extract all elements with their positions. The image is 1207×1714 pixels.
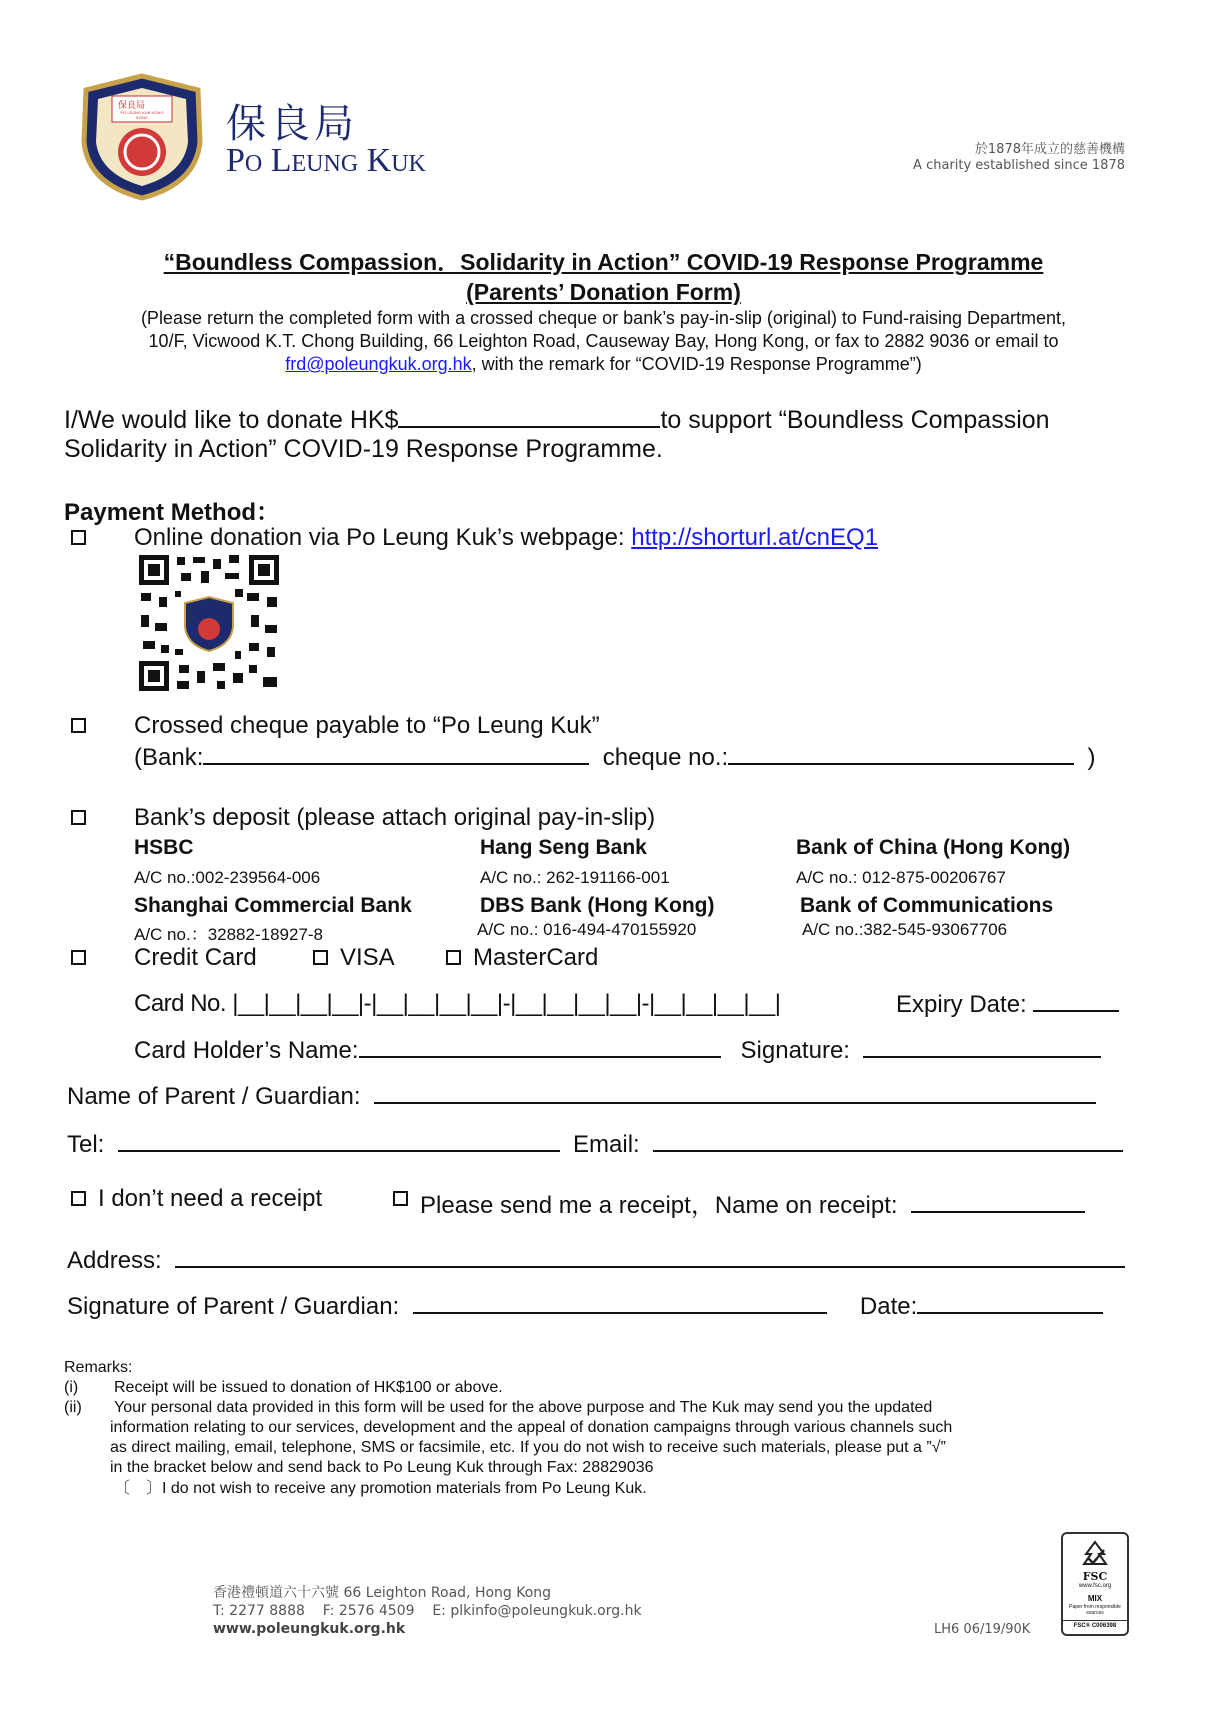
bank-name-hsbc: HSBC	[134, 836, 194, 859]
date-field[interactable]	[917, 1292, 1103, 1314]
qr-code	[137, 553, 281, 693]
instructions-remark: , with the remark for “COVID-19 Response Programme”)	[471, 354, 922, 374]
instructions-line-3	[40, 354, 1167, 375]
parent-signature-row	[67, 1292, 1103, 1321]
card-holder-label: Card Holder’s Name:	[134, 1037, 359, 1064]
mastercard-checkbox[interactable]	[446, 950, 461, 965]
bank-ac-communications: A/C no.:382-545-93067706	[802, 920, 1008, 939]
fsc-code: FSC® C006398	[1063, 1620, 1127, 1629]
email-field[interactable]	[653, 1130, 1123, 1152]
cheque-close: )	[1087, 744, 1096, 771]
form-subtitle: (Parents’ Donation Form)	[466, 279, 741, 305]
org-name-chinese: 保良局	[226, 101, 358, 147]
deposit-label: Bank’s deposit (please attach original pay-in-slip)	[134, 804, 656, 831]
tel-label: Tel:	[67, 1131, 105, 1158]
address-row	[67, 1246, 1125, 1275]
footer-contact: T: 2277 8888 F: 2576 4509 E: plkinfo@poleungkuk.org.hk	[213, 1603, 642, 1619]
donate-pre: I/We would like to donate HK$	[64, 406, 399, 434]
cheque-bank-field[interactable]	[203, 743, 589, 765]
address-label: Address:	[67, 1247, 162, 1274]
bank-name-communications: Bank of Communications	[800, 894, 1054, 917]
cheque-checkbox[interactable]	[71, 718, 86, 733]
remark-ii-line-4: in the bracket below and send back to Po Leung Kuk through Fax: 28829036	[110, 1459, 654, 1476]
bank-name-shanghai-commercial: Shanghai Commercial Bank	[134, 894, 412, 917]
tree-checkmark-icon	[1078, 1540, 1112, 1570]
instructions-line-2: 10/F, Vicwood K.T. Chong Building, 66 Leighton Road, Causeway Bay, Hong Kong, or fax to 2882 9036 or email to	[148, 331, 1059, 351]
send-receipt-checkbox[interactable]	[393, 1191, 408, 1206]
credit-card-checkbox[interactable]	[71, 950, 86, 965]
remark-ii-line-2: information relating to our services, development and the appeal of donation campaigns through various channels such	[110, 1419, 953, 1436]
donate-line-2: Solidarity in Action” COVID-19 Response Programme.	[64, 435, 663, 463]
tagline-chinese: 於1878年成立的慈善機構	[974, 142, 1125, 157]
online-donation-row	[134, 524, 878, 552]
footer-website[interactable]: www.poleungkuk.org.hk	[213, 1621, 406, 1637]
credit-card-label: Credit Card	[134, 944, 257, 971]
fsc-mix: MIX	[1087, 1594, 1103, 1603]
cheque-no-label: cheque no.:	[602, 744, 729, 771]
bank-name-hang-seng: Hang Seng Bank	[480, 836, 647, 859]
donate-line-1	[64, 406, 1154, 435]
card-holder-field[interactable]	[359, 1036, 721, 1058]
expiry-field[interactable]	[1033, 990, 1119, 1012]
form-title: “Boundless Compassion．Solidarity in Action” COVID-19 Response Programme	[163, 249, 1044, 275]
fsc-logo	[1061, 1532, 1129, 1636]
payment-method-heading: Payment Method：	[64, 499, 281, 526]
card-number-field[interactable]: Card No. |__|__|__|__|-|__|__|__|__|-|__|__|__|__|-|__|__|__|__|	[134, 990, 781, 1017]
cheque-no-field[interactable]	[728, 743, 1074, 765]
no-receipt-checkbox[interactable]	[71, 1191, 86, 1206]
fsc-label: FSC	[1082, 1570, 1108, 1583]
form-code: LH6 06/19/90K	[934, 1622, 1031, 1637]
cheque-details-row	[134, 743, 1096, 772]
tagline-english: A charity established since 1878	[913, 158, 1125, 173]
date-label: Date:	[859, 1293, 918, 1320]
bank-name-boc: Bank of China (Hong Kong)	[796, 836, 1071, 859]
remark-i-num: (i)	[64, 1379, 79, 1396]
badge-text-sub: PO LEUNG KUK HONG KONG	[120, 110, 164, 120]
cheque-label: Crossed cheque payable to “Po Leung Kuk”	[134, 712, 600, 739]
send-receipt-row	[420, 1185, 1085, 1220]
parent-signature-label: Signature of Parent / Guardian:	[67, 1293, 400, 1320]
address-field[interactable]	[175, 1246, 1125, 1268]
parent-name-label: Name of Parent / Guardian:	[67, 1083, 361, 1110]
bank-ac-hsbc: A/C no.:002-239564-006	[134, 868, 321, 887]
bank-ac-boc: A/C no.: 012-875-00206767	[796, 868, 1006, 887]
donate-post: to support “Boundless Compassion	[660, 406, 1050, 434]
card-signature-field[interactable]	[863, 1036, 1101, 1058]
remark-i-text: Receipt will be issued to donation of HK$100 or above.	[114, 1379, 503, 1396]
email-link[interactable]: frd@poleungkuk.org.hk	[285, 354, 472, 374]
expiry-row	[896, 990, 1119, 1019]
remarks-heading: Remarks:	[64, 1359, 133, 1376]
tel-field[interactable]	[118, 1130, 560, 1152]
send-receipt-label: Please send me a receipt，Name on receipt:	[420, 1192, 898, 1219]
online-label: Online donation via Po Leung Kuk’s webpage:	[134, 524, 632, 551]
expiry-label: Expiry Date:	[896, 991, 1027, 1018]
bank-ac-dbs: A/C no.: 016-494-470155920	[477, 920, 697, 939]
donation-amount-field[interactable]	[398, 406, 660, 428]
card-holder-row	[134, 1036, 1101, 1065]
receipt-name-field[interactable]	[911, 1191, 1085, 1213]
instructions-line-1: (Please return the completed form with a crossed cheque or bank’s pay-in-slip (original) to Fund-raising Department,	[140, 308, 1067, 328]
badge-text-top: 保良局	[118, 101, 146, 111]
bank-name-dbs: DBS Bank (Hong Kong)	[480, 894, 715, 917]
contact-row	[67, 1130, 1123, 1159]
mastercard-label: MasterCard	[473, 944, 599, 971]
remark-ii-line-1: Your personal data provided in this form will be used for the above purpose and The Kuk may send you the updated	[114, 1399, 933, 1416]
parent-name-row	[67, 1082, 1096, 1111]
bank-ac-hang-seng: A/C no.: 262-191166-001	[480, 868, 670, 887]
no-receipt-label: I don’t need a receipt	[98, 1185, 323, 1212]
bank-ac-shanghai-commercial: A/C no.：32882-18927-8	[134, 925, 324, 944]
email-label: Email:	[573, 1131, 640, 1158]
optout-line[interactable]: 〔 〕I do not wish to receive any promotion materials from Po Leung Kuk.	[114, 1480, 647, 1497]
cheque-bank-label: (Bank:	[134, 744, 204, 771]
remark-ii-num: (ii)	[64, 1399, 82, 1416]
visa-checkbox[interactable]	[313, 950, 328, 965]
remark-ii-line-3: as direct mailing, email, telephone, SMS or facsimile, etc. If you do not wish to receive such materials, please put a ”√”	[110, 1439, 946, 1456]
footer-address: 香港禮頓道六十六號 66 Leighton Road, Hong Kong	[213, 1585, 552, 1601]
visa-label: VISA	[340, 944, 395, 971]
signature-label: Signature:	[740, 1037, 850, 1064]
fsc-url: www.fsc.org	[1078, 1583, 1112, 1589]
parent-name-field[interactable]	[374, 1082, 1096, 1104]
logo-badge	[78, 72, 206, 202]
fsc-paper: Paper from responsible sources	[1069, 1604, 1121, 1616]
parent-signature-field[interactable]	[413, 1292, 827, 1314]
online-checkbox[interactable]	[71, 530, 86, 545]
org-name-english: Po Leung Kuk	[226, 142, 426, 179]
online-url-link[interactable]: http://shorturl.at/cnEQ1	[631, 524, 879, 551]
deposit-checkbox[interactable]	[71, 810, 86, 825]
